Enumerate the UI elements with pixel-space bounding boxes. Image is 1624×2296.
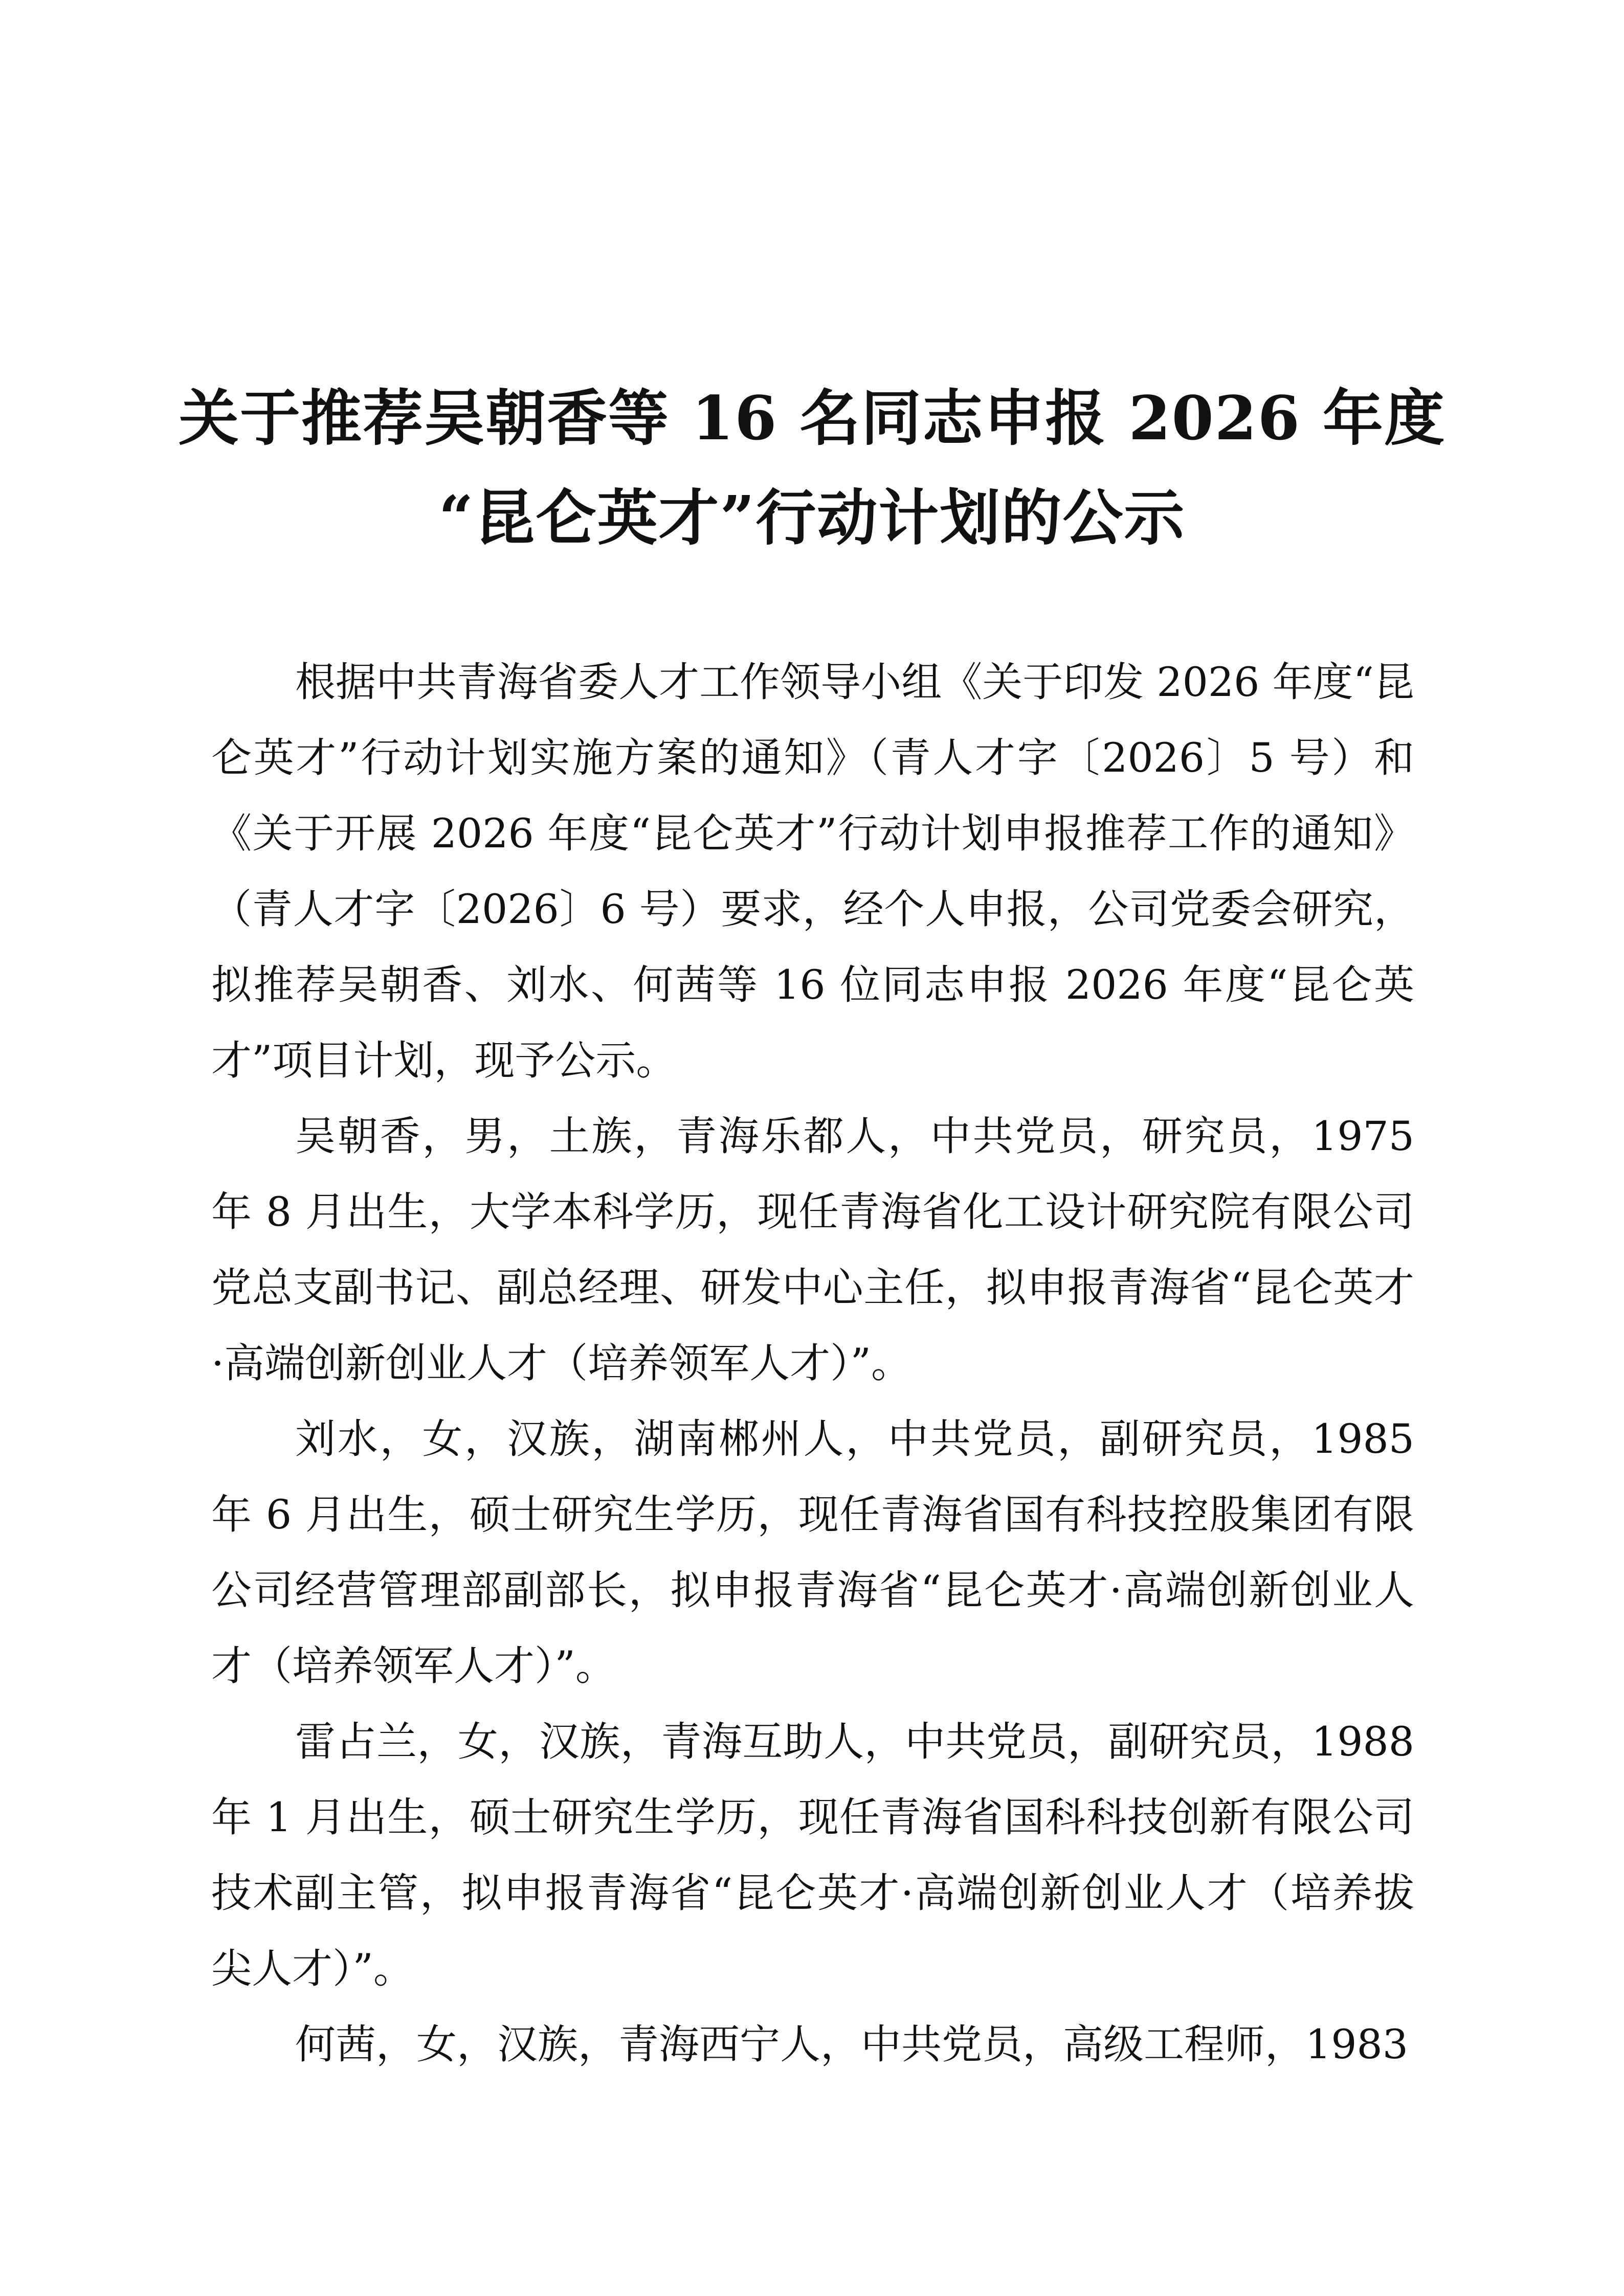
document-body <box>211 644 1414 2082</box>
paragraph-lei-zhanlan: 雷占兰，女，汉族，青海互助人，中共党员，副研究员，1988 年 1 月出生，硕士研究生学历，现任青海省国科科技创新有限公司技术副主管，拟申报青海省“昆仑英才·高端创新创业人才（培养拔尖人才）”。 <box>211 1718 1414 1992</box>
paragraph-he-qian: 何茜，女，汉族，青海西宁人，中共党员，高级工程师，1983 <box>295 2021 1409 2068</box>
document-title <box>0 368 1624 568</box>
title-line-2: “昆仑英才”行动计划的公示 <box>438 482 1186 553</box>
title-line-1: 关于推荐吴朝香等 16 名同志申报 2026 年度 <box>179 382 1445 454</box>
paragraph-intro: 根据中共青海省委人才工作领导小组《关于印发 2026 年度“昆仑英才”行动计划实施方案的通知》（青人才字〔2026〕5 号）和《关于开展 2026 年度“昆仑英才”行动计划申报推荐工作的通知》（青人才字〔2026〕6 号）要求，经个人申报，公司党委会研究，拟推荐吴朝香、刘水、何茜等 16 位同志申报 2026 年度“昆仑英才”项目计划，现予公示。 <box>211 659 1414 1084</box>
paragraph-liu-shui: 刘水，女，汉族，湖南郴州人，中共党员，副研究员，1985 年 6 月出生，硕士研究生学历，现任青海省国有科技控股集团有限公司经营管理部副部长，拟申报青海省“昆仑英才·高端创新创业人才（培养领军人才）”。 <box>211 1415 1414 1690</box>
paragraph-wu-chaoxiang: 吴朝香，男，土族，青海乐都人，中共党员，研究员，1975 年 8 月出生，大学本科学历，现任青海省化工设计研究院有限公司党总支副书记、副总经理、研发中心主任，拟申报青海省“昆仑英才·高端创新创业人才（培养领军人才）”。 <box>211 1113 1414 1387</box>
